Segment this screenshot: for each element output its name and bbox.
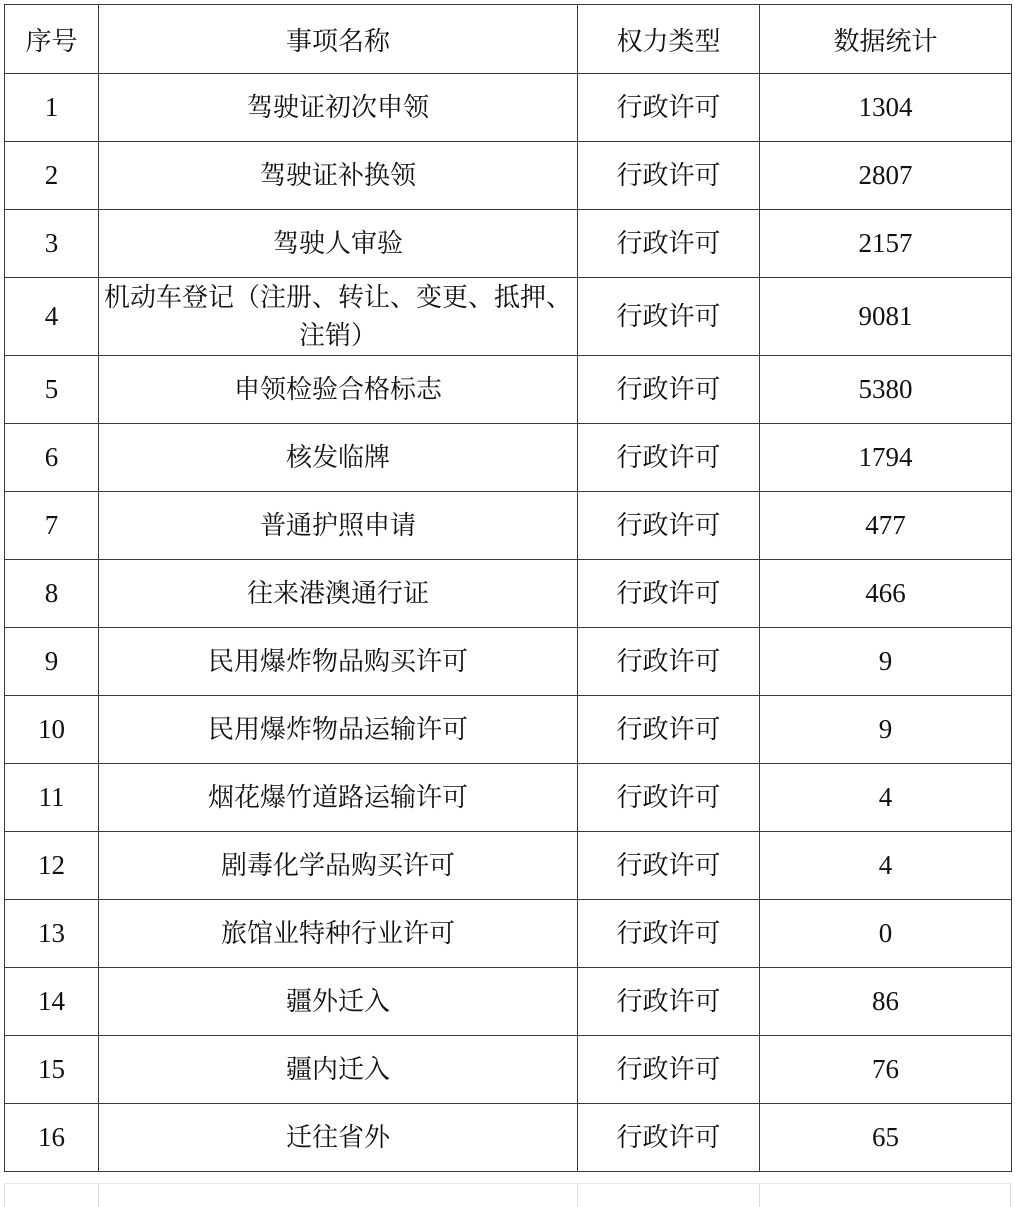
cell-data-stat: 9 <box>760 696 1012 764</box>
table-row <box>5 968 1012 1036</box>
header-item-name: 事项名称 <box>99 5 578 74</box>
cell-seq: 14 <box>5 968 99 1036</box>
cell-data-stat: 86 <box>760 968 1012 1036</box>
cell-power-type: 行政许可 <box>578 968 760 1036</box>
cell-seq: 3 <box>5 210 99 278</box>
cell-seq: 16 <box>5 1104 99 1172</box>
cell-item-name: 疆内迁入 <box>99 1036 578 1104</box>
cell-power-type: 行政许可 <box>578 832 760 900</box>
cell-item-name: 往来港澳通行证 <box>99 560 578 628</box>
cell-seq: 1 <box>5 74 99 142</box>
header-power-type: 权力类型 <box>578 5 760 74</box>
cell-item-name: 迁往省外 <box>99 1104 578 1172</box>
cell-power-type: 行政许可 <box>578 628 760 696</box>
cell-data-stat: 9 <box>760 628 1012 696</box>
cell-seq: 2 <box>5 142 99 210</box>
cell-item-name: 机动车登记（注册、转让、变更、抵押、注销） <box>99 278 578 356</box>
table-row <box>5 278 1012 356</box>
cell-data-stat: 65 <box>760 1104 1012 1172</box>
cell-item-name: 核发临牌 <box>99 424 578 492</box>
cell-item-name: 普通护照申请 <box>99 492 578 560</box>
table-row <box>5 210 1012 278</box>
cell-data-stat: 1794 <box>760 424 1012 492</box>
next-row-divider <box>4 1183 1011 1184</box>
table-row <box>5 1104 1012 1172</box>
cell-data-stat: 4 <box>760 832 1012 900</box>
table-row <box>5 832 1012 900</box>
cell-item-name: 驾驶证初次申领 <box>99 74 578 142</box>
cell-item-name: 剧毒化学品购买许可 <box>99 832 578 900</box>
next-row-gridline <box>577 1184 578 1207</box>
next-row-gridline <box>1010 1184 1011 1207</box>
cell-power-type: 行政许可 <box>578 560 760 628</box>
cell-seq: 8 <box>5 560 99 628</box>
table-row <box>5 492 1012 560</box>
header-row <box>5 5 1012 74</box>
cell-data-stat: 2807 <box>760 142 1012 210</box>
cell-power-type: 行政许可 <box>578 492 760 560</box>
next-row-gridline <box>98 1184 99 1207</box>
cell-data-stat: 466 <box>760 560 1012 628</box>
cell-data-stat: 2157 <box>760 210 1012 278</box>
cell-seq: 9 <box>5 628 99 696</box>
table-row <box>5 900 1012 968</box>
cell-data-stat: 76 <box>760 1036 1012 1104</box>
cell-item-name: 烟花爆竹道路运输许可 <box>99 764 578 832</box>
table-row <box>5 560 1012 628</box>
table-row <box>5 1036 1012 1104</box>
cell-item-name: 民用爆炸物品运输许可 <box>99 696 578 764</box>
cell-data-stat: 5380 <box>760 356 1012 424</box>
cell-data-stat: 477 <box>760 492 1012 560</box>
table-row <box>5 142 1012 210</box>
cell-power-type: 行政许可 <box>578 1104 760 1172</box>
table-row <box>5 696 1012 764</box>
cell-item-name: 疆外迁入 <box>99 968 578 1036</box>
table-row <box>5 628 1012 696</box>
cell-power-type: 行政许可 <box>578 696 760 764</box>
cell-seq: 7 <box>5 492 99 560</box>
table-row <box>5 74 1012 142</box>
table-row <box>5 356 1012 424</box>
table-row <box>5 764 1012 832</box>
cell-item-name: 驾驶人审验 <box>99 210 578 278</box>
cell-power-type: 行政许可 <box>578 142 760 210</box>
cell-power-type: 行政许可 <box>578 1036 760 1104</box>
cell-data-stat: 0 <box>760 900 1012 968</box>
cell-seq: 15 <box>5 1036 99 1104</box>
cell-item-name: 民用爆炸物品购买许可 <box>99 628 578 696</box>
cell-seq: 10 <box>5 696 99 764</box>
cell-item-name: 申领检验合格标志 <box>99 356 578 424</box>
cell-seq: 13 <box>5 900 99 968</box>
cell-power-type: 行政许可 <box>578 278 760 356</box>
cell-power-type: 行政许可 <box>578 356 760 424</box>
cell-power-type: 行政许可 <box>578 74 760 142</box>
next-row-gridline <box>759 1184 760 1207</box>
cell-seq: 6 <box>5 424 99 492</box>
cell-item-name: 驾驶证补换领 <box>99 142 578 210</box>
cell-data-stat: 4 <box>760 764 1012 832</box>
cell-power-type: 行政许可 <box>578 210 760 278</box>
cell-seq: 11 <box>5 764 99 832</box>
cell-seq: 12 <box>5 832 99 900</box>
cell-data-stat: 1304 <box>760 74 1012 142</box>
cell-power-type: 行政许可 <box>578 900 760 968</box>
next-row-gridline <box>4 1184 5 1207</box>
table-row <box>5 424 1012 492</box>
header-seq: 序号 <box>5 5 99 74</box>
cell-power-type: 行政许可 <box>578 764 760 832</box>
cell-item-name: 旅馆业特种行业许可 <box>99 900 578 968</box>
cell-data-stat: 9081 <box>760 278 1012 356</box>
header-data-stat: 数据统计 <box>760 5 1012 74</box>
cell-seq: 4 <box>5 278 99 356</box>
statistics-table <box>4 4 1012 1172</box>
cell-power-type: 行政许可 <box>578 424 760 492</box>
cell-seq: 5 <box>5 356 99 424</box>
